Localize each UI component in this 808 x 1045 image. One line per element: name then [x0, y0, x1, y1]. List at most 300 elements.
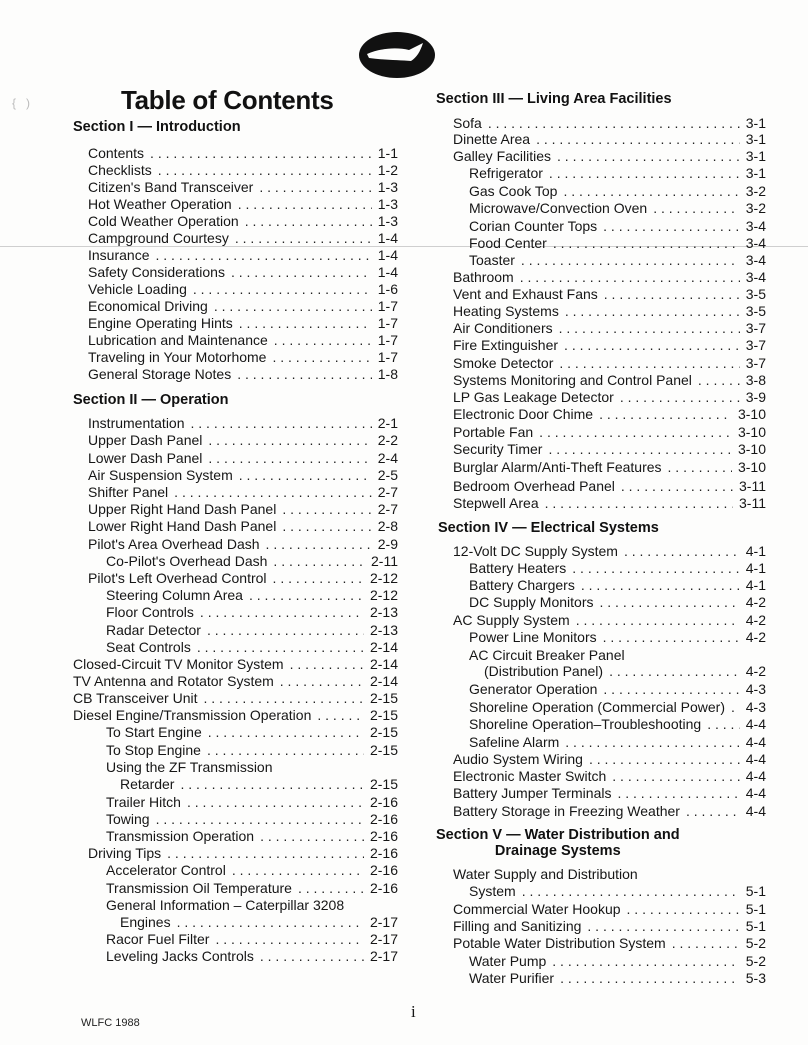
toc-entry[interactable] [469, 953, 766, 970]
dot-leader [731, 699, 740, 716]
toc-entry-page: 1-2 [377, 162, 398, 178]
toc-entry-page: 5-1 [745, 918, 766, 934]
toc-entry-page: 3-10 [737, 424, 766, 440]
toc-entry[interactable] [88, 432, 398, 449]
toc-entry[interactable] [469, 681, 766, 698]
toc-entry[interactable] [469, 594, 766, 611]
toc-entry-title: Pilot's Left Overhead Control [88, 570, 267, 586]
toc-entry[interactable] [453, 115, 766, 132]
toc-entry-page: 1-4 [377, 264, 398, 280]
toc-entry-page: 4-4 [745, 716, 766, 732]
toc-entry[interactable] [453, 459, 766, 476]
dot-leader [549, 165, 740, 182]
toc-entry[interactable] [88, 484, 398, 501]
toc-entry-title: Corian Counter Tops [469, 218, 598, 234]
toc-entry-title: Toaster [469, 252, 515, 268]
toc-entry-title: Bathroom [453, 269, 514, 285]
toc-entry-page: 1-7 [377, 315, 398, 331]
toc-entry-page: 3-1 [745, 148, 766, 164]
toc-entry-page: 4-4 [745, 768, 766, 784]
toc-entry-title: Safety Considerations [88, 264, 225, 280]
footer-code: WLFC 1988 [81, 1017, 140, 1029]
toc-entry-page: 2-15 [369, 724, 398, 740]
toc-entry-title: System [469, 883, 516, 899]
toc-entry-title: Leveling Jacks Controls [106, 948, 254, 964]
dot-leader [600, 594, 740, 611]
toc-entry[interactable] [106, 759, 398, 776]
toc-entry-title: Contents [88, 145, 145, 161]
toc-entry-title: Microwave/Convection Oven [469, 200, 648, 216]
toc-entry-title: Dinette Area [453, 131, 531, 147]
toc-entry[interactable] [106, 553, 398, 570]
toc-entry[interactable] [106, 639, 398, 656]
toc-entry[interactable] [469, 577, 766, 594]
dot-leader [612, 768, 739, 785]
toc-entry-page: 3-9 [745, 389, 766, 405]
toc-entry-title: Vehicle Loading [88, 281, 187, 297]
section-heading [438, 520, 659, 536]
toc-entry[interactable] [88, 298, 398, 315]
dot-leader [522, 883, 740, 900]
toc-entry-page: 3-4 [745, 235, 766, 251]
toc-entry-title: Lower Dash Panel [88, 450, 203, 466]
toc-entry-page: 2-16 [369, 828, 398, 844]
dot-leader [576, 612, 740, 629]
toc-entry-title: Battery Storage in Freezing Weather [453, 803, 680, 819]
toc-entry[interactable] [453, 286, 766, 303]
toc-entry[interactable] [453, 131, 766, 148]
toc-entry[interactable] [469, 883, 766, 900]
toc-entry[interactable] [453, 866, 766, 883]
toc-entry[interactable] [88, 570, 398, 587]
toc-entry-page: 5-1 [745, 901, 766, 917]
toc-entry[interactable] [469, 647, 766, 664]
dot-leader [698, 372, 740, 389]
dot-leader [617, 785, 739, 802]
toc-entry[interactable] [88, 450, 398, 467]
toc-entry-title: Floor Controls [106, 604, 194, 620]
toc-entry[interactable] [453, 543, 766, 560]
dot-leader [559, 320, 740, 337]
toc-entry-page: 5-2 [745, 935, 766, 951]
dot-leader [589, 751, 740, 768]
toc-entry[interactable] [88, 315, 398, 332]
toc-entry-title: Citizen's Band Transceiver [88, 179, 254, 195]
dot-leader [167, 845, 364, 862]
toc-entry-title: Heating Systems [453, 303, 559, 319]
toc-entry-title: General Information – Caterpillar 3208 [106, 897, 345, 913]
dot-leader [237, 366, 372, 383]
toc-entry-title: Battery Chargers [469, 577, 575, 593]
toc-entry[interactable] [106, 742, 398, 759]
toc-entry-page: 2-8 [377, 518, 398, 534]
dot-leader [193, 281, 372, 298]
dot-leader [260, 948, 364, 965]
toc-entry[interactable] [120, 914, 398, 931]
toc-entry-title: 12-Volt DC Supply System [453, 543, 618, 559]
toc-entry[interactable] [453, 355, 766, 372]
dot-leader [208, 450, 371, 467]
toc-entry[interactable] [106, 897, 398, 914]
toc-entry[interactable] [469, 734, 766, 751]
dot-leader [232, 862, 364, 879]
dot-leader [565, 734, 739, 751]
dot-leader [177, 914, 364, 931]
toc-entry-page: 4-4 [745, 803, 766, 819]
toc-entry-title: Diesel Engine/Transmission Operation [73, 707, 312, 723]
toc-entry[interactable] [453, 935, 766, 952]
toc-entry-title: Trailer Hitch [106, 794, 181, 810]
dot-leader [539, 424, 732, 441]
toc-entry[interactable] [88, 366, 398, 383]
toc-entry[interactable] [88, 467, 398, 484]
toc-entry[interactable] [453, 389, 766, 406]
toc-entry-page: 2-16 [369, 794, 398, 810]
toc-entry[interactable] [88, 536, 398, 553]
toc-entry-page: 2-16 [369, 811, 398, 827]
dot-leader [231, 264, 372, 281]
toc-entry-title: Air Conditioners [453, 320, 553, 336]
dot-leader [553, 235, 740, 252]
toc-entry-page: 1-3 [377, 179, 398, 195]
toc-entry-title: Traveling in Your Motorhome [88, 349, 267, 365]
toc-entry[interactable] [73, 673, 398, 690]
dot-leader [207, 622, 364, 639]
toc-entry-page: 2-1 [377, 415, 398, 431]
toc-entry[interactable] [453, 785, 766, 802]
toc-entry-title: Pilot's Area Overhead Dash [88, 536, 260, 552]
toc-entry-title: Lubrication and Maintenance [88, 332, 268, 348]
toc-entry-title: Fire Extinguisher [453, 337, 559, 353]
dot-leader [280, 673, 364, 690]
toc-entry[interactable] [88, 230, 398, 247]
toc-entry-page: 4-2 [745, 612, 766, 628]
dot-leader [208, 432, 371, 449]
dot-leader [259, 179, 371, 196]
toc-entry-page: 4-2 [745, 663, 766, 679]
toc-entry[interactable] [469, 183, 766, 200]
toc-entry-page: 2-15 [369, 707, 398, 723]
toc-entry-title: Transmission Oil Temperature [106, 880, 292, 896]
toc-entry[interactable] [106, 811, 398, 828]
toc-entry[interactable] [453, 337, 766, 354]
toc-entry-page: 1-7 [377, 298, 398, 314]
dot-leader [672, 935, 740, 952]
dot-leader [668, 459, 732, 476]
toc-entry-page: 4-1 [745, 543, 766, 559]
toc-entry-title: Seat Controls [106, 639, 191, 655]
dot-leader [150, 145, 372, 162]
toc-entry-title: Steering Column Area [106, 587, 243, 603]
dot-leader [653, 200, 740, 217]
toc-entry[interactable] [453, 441, 766, 458]
toc-entry-page: 4-4 [745, 734, 766, 750]
brand-logo-icon [357, 30, 437, 80]
toc-entry[interactable] [88, 501, 398, 518]
toc-entry-title: Towing [106, 811, 150, 827]
dot-leader [603, 681, 739, 698]
toc-entry[interactable] [453, 612, 766, 629]
dot-leader [559, 355, 739, 372]
toc-entry[interactable] [469, 235, 766, 252]
toc-entry-page: 5-3 [745, 970, 766, 986]
toc-entry-title: Power Line Monitors [469, 629, 597, 645]
toc-entry-title: Gas Cook Top [469, 183, 558, 199]
toc-entry-page: 3-11 [739, 495, 766, 511]
dot-leader [156, 811, 364, 828]
dot-leader [707, 716, 740, 733]
toc-entry-page: 3-10 [737, 441, 766, 457]
toc-entry[interactable] [88, 349, 398, 366]
toc-entry-title: Accelerator Control [106, 862, 226, 878]
dot-leader [239, 467, 372, 484]
toc-entry-title: Campground Courtesy [88, 230, 229, 246]
dot-leader [274, 332, 372, 349]
section-heading [436, 827, 680, 859]
toc-entry-page: 4-4 [745, 785, 766, 801]
toc-entry-title: Lower Right Hand Dash Panel [88, 518, 277, 534]
toc-entry[interactable] [106, 794, 398, 811]
toc-entry-title: Checklists [88, 162, 152, 178]
toc-entry[interactable] [106, 862, 398, 879]
toc-entry-title: Generator Operation [469, 681, 598, 697]
toc-entry-title: Portable Fan [453, 424, 534, 440]
toc-entry-title: Safeline Alarm [469, 734, 560, 750]
toc-entry-title: TV Antenna and Rotator System [73, 673, 274, 689]
toc-entry-page: 4-3 [745, 681, 766, 697]
toc-entry[interactable] [469, 716, 766, 733]
dot-leader [298, 880, 364, 897]
toc-entry[interactable] [453, 320, 766, 337]
toc-entry-page: 4-2 [745, 594, 766, 610]
toc-entry-page: 2-14 [369, 639, 398, 655]
dot-leader [564, 337, 740, 354]
toc-entry[interactable] [469, 200, 766, 217]
toc-entry-title: Food Center [469, 235, 547, 251]
dot-leader [536, 131, 740, 148]
toc-entry[interactable] [106, 587, 398, 604]
toc-entry-page: 2-9 [377, 536, 398, 552]
toc-entry-title: (Distribution Panel) [484, 663, 604, 679]
toc-entry[interactable] [469, 699, 766, 716]
toc-entry-page: 2-16 [369, 880, 398, 896]
dot-leader [572, 560, 740, 577]
toc-entry[interactable] [453, 768, 766, 785]
toc-entry-title: Upper Dash Panel [88, 432, 203, 448]
toc-entry-title: Shoreline Operation–Troubleshooting [469, 716, 702, 732]
toc-entry-title: DC Supply Monitors [469, 594, 594, 610]
toc-entry-title: Shifter Panel [88, 484, 169, 500]
toc-entry-page: 5-1 [745, 883, 766, 899]
toc-entry[interactable] [88, 162, 398, 179]
toc-entry[interactable] [88, 332, 398, 349]
dot-leader [249, 587, 364, 604]
toc-entry-title: Bedroom Overhead Panel [453, 478, 615, 494]
toc-entry[interactable] [453, 406, 766, 423]
toc-entry[interactable] [106, 828, 398, 845]
dot-leader [214, 298, 372, 315]
toc-entry-page: 2-12 [369, 587, 398, 603]
toc-entry-title: Battery Heaters [469, 560, 567, 576]
toc-entry[interactable] [453, 478, 766, 495]
toc-entry[interactable] [453, 803, 766, 820]
page-title: Table of Contents [121, 85, 334, 115]
toc-entry-page: 3-10 [737, 459, 766, 475]
toc-entry-title: Water Pump [469, 953, 547, 969]
dot-leader [563, 183, 739, 200]
toc-entry-title: Stepwell Area [453, 495, 539, 511]
toc-entry[interactable] [88, 213, 398, 230]
toc-entry-page: 2-17 [369, 948, 398, 964]
dot-leader [215, 931, 364, 948]
toc-entry[interactable] [484, 663, 766, 680]
toc-entry-page: 1-7 [377, 349, 398, 365]
toc-entry-page: 2-2 [377, 432, 398, 448]
toc-entry-page: 2-15 [369, 690, 398, 706]
toc-entry[interactable] [106, 948, 398, 965]
toc-entry[interactable] [453, 303, 766, 320]
toc-entry[interactable] [469, 560, 766, 577]
dot-leader [557, 148, 740, 165]
toc-entry[interactable] [453, 751, 766, 768]
toc-entry[interactable] [73, 707, 398, 724]
dot-leader [604, 286, 740, 303]
toc-entry-title: Economical Driving [88, 298, 208, 314]
toc-entry-title: Burglar Alarm/Anti-Theft Features [453, 459, 662, 475]
toc-entry[interactable] [469, 218, 766, 235]
toc-entry-page: 2-17 [369, 931, 398, 947]
toc-entry-title: Water Purifier [469, 970, 555, 986]
toc-entry-page: 3-4 [745, 269, 766, 285]
toc-entry[interactable] [106, 931, 398, 948]
toc-entry-page: 2-7 [377, 484, 398, 500]
toc-entry-title: Electronic Master Switch [453, 768, 607, 784]
toc-entry-page: 3-5 [745, 303, 766, 319]
toc-entry-title: Engines [120, 914, 171, 930]
toc-entry[interactable] [73, 656, 398, 673]
toc-entry[interactable] [106, 880, 398, 897]
dot-leader [317, 707, 364, 724]
toc-entry[interactable] [88, 264, 398, 281]
toc-entry[interactable] [453, 901, 766, 918]
dot-leader [174, 484, 372, 501]
toc-entry[interactable] [106, 604, 398, 621]
toc-entry-page: 3-1 [745, 131, 766, 147]
toc-entry-page: 2-7 [377, 501, 398, 517]
dot-leader [158, 162, 372, 179]
toc-entry-title: Retarder [120, 776, 175, 792]
toc-entry-title: Radar Detector [106, 622, 201, 638]
toc-entry[interactable] [453, 424, 766, 441]
toc-entry-title: Potable Water Distribution System [453, 935, 666, 951]
toc-entry-page: 2-12 [369, 570, 398, 586]
toc-entry[interactable] [469, 629, 766, 646]
toc-entry-page: 4-4 [745, 751, 766, 767]
toc-entry-title: Battery Jumper Terminals [453, 785, 612, 801]
dot-leader [620, 389, 740, 406]
toc-entry-page: 2-13 [369, 622, 398, 638]
dot-leader [627, 901, 740, 918]
toc-entry-page: 3-1 [745, 165, 766, 181]
dot-leader [180, 776, 364, 793]
dot-leader [560, 970, 740, 987]
toc-entry-title: Security Timer [453, 441, 543, 457]
toc-entry-page: 2-16 [369, 862, 398, 878]
toc-entry[interactable] [453, 495, 766, 512]
toc-entry-title: General Storage Notes [88, 366, 232, 382]
section-heading-text: Section II — Operation [73, 392, 229, 408]
toc-entry[interactable] [120, 776, 398, 793]
dot-leader [545, 495, 733, 512]
dot-leader [203, 690, 363, 707]
dot-leader [603, 629, 740, 646]
toc-entry[interactable] [469, 970, 766, 987]
dot-leader [548, 441, 732, 458]
toc-entry-page: 1-7 [377, 332, 398, 348]
toc-entry[interactable] [106, 724, 398, 741]
dot-leader [282, 501, 371, 518]
toc-entry-title: Electronic Door Chime [453, 406, 594, 422]
toc-entry[interactable] [453, 372, 766, 389]
toc-entry[interactable] [88, 415, 398, 432]
toc-entry-page: 3-4 [745, 218, 766, 234]
toc-entry[interactable] [469, 165, 766, 182]
toc-entry[interactable] [88, 179, 398, 196]
toc-entry-page: 3-5 [745, 286, 766, 302]
toc-entry-page: 2-5 [377, 467, 398, 483]
dot-leader [565, 303, 740, 320]
toc-entry-page: 4-1 [745, 577, 766, 593]
toc-entry-title: Driving Tips [88, 845, 162, 861]
toc-entry-title: Galley Facilities [453, 148, 552, 164]
toc-entry-title: Filling and Sanitizing [453, 918, 582, 934]
section-heading-text: Section V — Water Distribution and [436, 827, 680, 843]
toc-entry-page: 4-2 [745, 629, 766, 645]
page-number: i [411, 1002, 416, 1021]
toc-entry[interactable] [88, 518, 398, 535]
toc-entry[interactable] [88, 845, 398, 862]
dot-leader [621, 478, 733, 495]
dot-leader [155, 247, 371, 264]
toc-entry-page: 5-2 [745, 953, 766, 969]
toc-entry-title: Using the ZF Transmission [106, 759, 273, 775]
toc-entry-page: 1-3 [377, 196, 398, 212]
toc-entry[interactable] [453, 269, 766, 286]
section-heading [73, 392, 229, 408]
dot-leader [187, 794, 364, 811]
toc-entry-title: Upper Right Hand Dash Panel [88, 501, 277, 517]
toc-entry[interactable] [73, 690, 398, 707]
dot-leader [238, 196, 372, 213]
toc-entry[interactable] [88, 196, 398, 213]
dot-leader [686, 803, 740, 820]
section-heading-text: Section I — Introduction [73, 119, 241, 135]
toc-entry[interactable] [88, 281, 398, 298]
dot-leader [552, 953, 739, 970]
toc-entry[interactable] [106, 622, 398, 639]
toc-entry-title: To Start Engine [106, 724, 202, 740]
dot-leader [272, 349, 371, 366]
toc-entry[interactable] [453, 148, 766, 165]
dot-leader [207, 742, 364, 759]
toc-entry-page: 1-6 [377, 281, 398, 297]
toc-entry-page: 1-1 [377, 145, 398, 161]
toc-entry[interactable] [453, 918, 766, 935]
toc-entry[interactable] [469, 252, 766, 269]
toc-entry[interactable] [88, 247, 398, 264]
dot-leader [488, 115, 740, 132]
toc-entry[interactable] [88, 145, 398, 162]
